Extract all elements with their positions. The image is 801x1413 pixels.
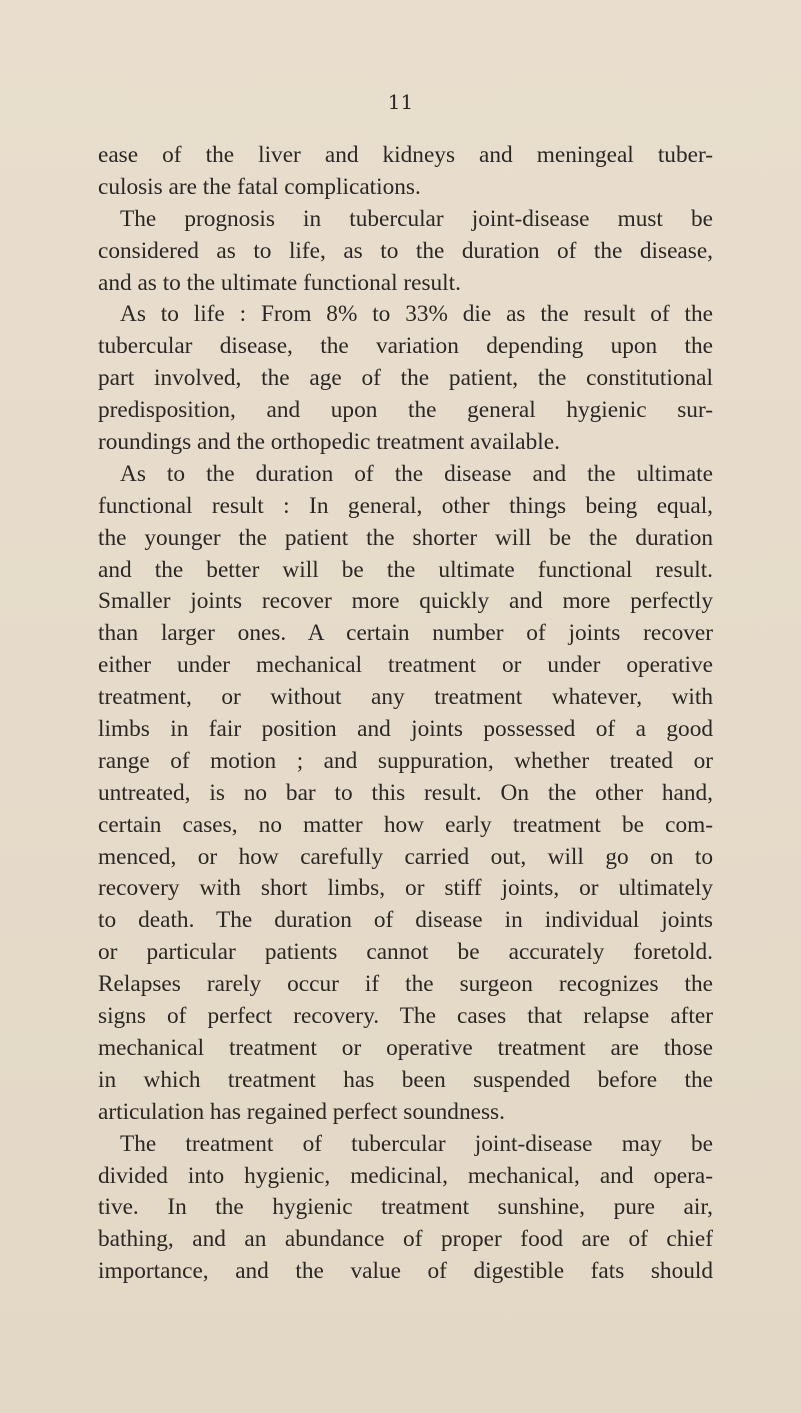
text-line: The prognosis in tubercular joint-disease must be xyxy=(120,205,713,232)
text-line: tubercular disease, the variation depending upon the xyxy=(98,333,713,360)
text-line: culosis are the fatal complications. xyxy=(98,173,421,200)
text-line: ease of the liver and kidneys and meningeal tuber- xyxy=(98,142,713,168)
text-line: Smaller joints recover more quickly and more perfectly xyxy=(98,588,713,615)
text-line: considered as to life, as to the duration of the disease, xyxy=(98,237,713,264)
text-line: to death. The duration of disease in individual joints xyxy=(98,907,713,934)
text-line: divided into hygienic, medicinal, mechanical, and opera- xyxy=(98,1162,713,1189)
text-line: roundings and the orthopedic treatment available. xyxy=(98,429,560,456)
text-line: or particular patients cannot be accurately foretold. xyxy=(98,939,713,966)
text-line: untreated, is no bar to this result. On the other hand, xyxy=(98,779,713,806)
text-line: in which treatment has been suspended before the xyxy=(98,1066,713,1093)
text-line: mechanical treatment or operative treatment are those xyxy=(98,1034,713,1061)
text-line: range of motion ; and suppuration, whether treated or xyxy=(98,747,713,774)
text-line: treatment, or without any treatment whatever, with xyxy=(98,684,713,711)
text-line: The treatment of tubercular joint-disease may be xyxy=(120,1130,713,1157)
text-line: functional result : In general, other things being equal, xyxy=(98,492,713,519)
text-line: either under mechanical treatment or under operative xyxy=(98,652,713,679)
text-line: articulation has regained perfect soundness. xyxy=(98,1098,505,1125)
text-line: signs of perfect recovery. The cases that relapse after xyxy=(98,1003,713,1030)
text-line: importance, and the value of digestible fats should xyxy=(98,1258,713,1285)
text-line: and the better will be the ultimate functional result. xyxy=(98,556,713,583)
text-line: bathing, and an abundance of proper food are of chief xyxy=(98,1226,713,1253)
text-line: part involved, the age of the patient, the constitutional xyxy=(98,365,713,392)
text-line: As to the duration of the disease and the ultimate xyxy=(120,460,713,487)
text-line: and as to the ultimate functional result. xyxy=(98,269,461,296)
text-line: the younger the patient the shorter will be the duration xyxy=(98,524,713,551)
text-line: tive. In the hygienic treatment sunshine, pure air, xyxy=(98,1194,713,1221)
text-line: recovery with short limbs, or stiff joints, or ultimately xyxy=(98,875,713,902)
text-line: than larger ones. A certain number of joints recover xyxy=(98,620,713,647)
text-line: limbs in fair position and joints possessed of a good xyxy=(98,716,713,743)
text-line: certain cases, no matter how early treatment be com- xyxy=(98,811,713,838)
text-line: Relapses rarely occur if the surgeon recognizes the xyxy=(98,971,713,998)
text-line: menced, or how carefully carried out, will go on to xyxy=(98,843,713,870)
text-line: predisposition, and upon the general hygienic sur- xyxy=(98,397,713,424)
text-line: As to life : From 8% to 33% die as the result of the xyxy=(120,301,713,328)
page-number: 11 xyxy=(387,90,414,114)
body-text xyxy=(98,140,713,1288)
